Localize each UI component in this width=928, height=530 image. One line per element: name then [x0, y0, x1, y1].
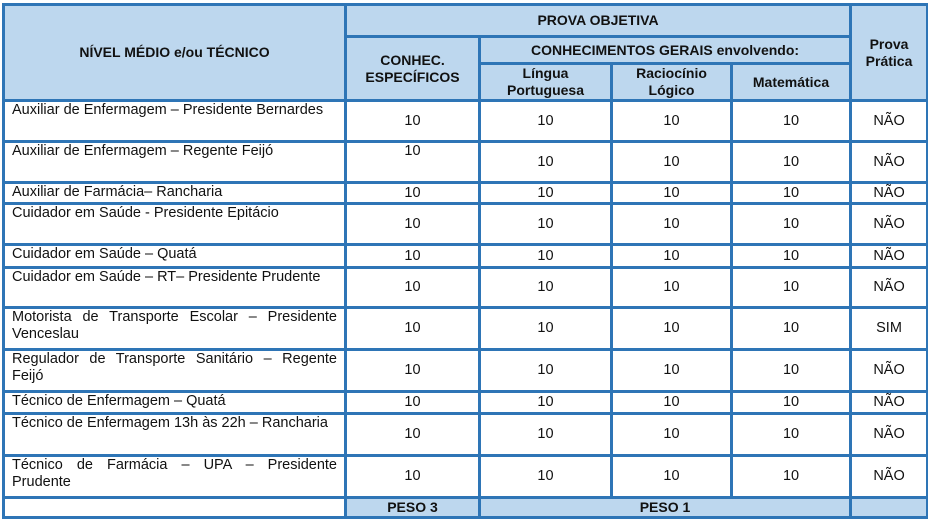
lp-cell: 10 [480, 142, 612, 183]
peso-especificos: PESO 3 [346, 498, 480, 518]
cargo-cell: Auxiliar de Farmácia– Rancharia [4, 183, 346, 204]
rl-cell: 10 [612, 101, 732, 142]
cargo-cell: Técnico de Enfermagem 13h às 22h – Rancharia [4, 414, 346, 456]
header-matematica: Matemática [732, 64, 851, 101]
table-row [4, 456, 928, 498]
rl-cell: 10 [612, 245, 732, 268]
ce-cell: 10 [346, 392, 480, 414]
header-conhecimentos-gerais: CONHECIMENTOS GERAIS envolvendo: [480, 37, 851, 64]
mat-cell: 10 [732, 268, 851, 308]
table-row [4, 308, 928, 350]
mat-cell: 10 [732, 245, 851, 268]
rl-cell: 10 [612, 456, 732, 498]
mat-cell: 10 [732, 101, 851, 142]
lp-cell: 10 [480, 183, 612, 204]
cargo-cell: Cuidador em Saúde – Quatá [4, 245, 346, 268]
ce-cell: 10 [346, 183, 480, 204]
weights-row [4, 498, 928, 518]
mat-cell: 10 [732, 308, 851, 350]
ce-cell: 10 [346, 101, 480, 142]
table-row [4, 101, 928, 142]
pratica-cell: NÃO [851, 392, 928, 414]
ce-cell: 10 [346, 350, 480, 392]
cargo-cell: Cuidador em Saúde – RT– Presidente Prudente [4, 268, 346, 308]
lp-cell: 10 [480, 414, 612, 456]
header-nivel: NÍVEL MÉDIO e/ou TÉCNICO [4, 5, 346, 101]
rl-cell: 10 [612, 350, 732, 392]
table-row [4, 268, 928, 308]
ce-cell: 10 [346, 268, 480, 308]
rl-cell: 10 [612, 414, 732, 456]
table-row [4, 245, 928, 268]
rl-cell: 10 [612, 142, 732, 183]
mat-cell: 10 [732, 414, 851, 456]
lp-cell: 10 [480, 308, 612, 350]
pratica-cell: NÃO [851, 101, 928, 142]
rl-cell: 10 [612, 268, 732, 308]
ce-cell: 10 [346, 142, 480, 183]
lp-cell: 10 [480, 268, 612, 308]
rl-cell: 10 [612, 183, 732, 204]
header-conhec-especificos: CONHEC. ESPECÍFICOS [346, 37, 480, 101]
pratica-cell: NÃO [851, 350, 928, 392]
pratica-cell: NÃO [851, 414, 928, 456]
mat-cell: 10 [732, 204, 851, 245]
lp-cell: 10 [480, 392, 612, 414]
lp-cell: 10 [480, 101, 612, 142]
table-row [4, 183, 928, 204]
table-row [4, 392, 928, 414]
table-row [4, 204, 928, 245]
header-prova-objetiva: PROVA OBJETIVA [346, 5, 851, 37]
header-lingua-portuguesa: Língua Portuguesa [480, 64, 612, 101]
ce-cell: 10 [346, 245, 480, 268]
ce-cell: 10 [346, 456, 480, 498]
pratica-cell: NÃO [851, 268, 928, 308]
pratica-cell: SIM [851, 308, 928, 350]
table-row [4, 414, 928, 456]
exam-structure-table [2, 3, 928, 519]
mat-cell: 10 [732, 392, 851, 414]
cargo-cell: Auxiliar de Enfermagem – Regente Feijó [4, 142, 346, 183]
lp-cell: 10 [480, 245, 612, 268]
mat-cell: 10 [732, 350, 851, 392]
ce-cell: 10 [346, 204, 480, 245]
table-row [4, 142, 928, 183]
lp-cell: 10 [480, 204, 612, 245]
pratica-cell: NÃO [851, 456, 928, 498]
rl-cell: 10 [612, 308, 732, 350]
pratica-cell: NÃO [851, 204, 928, 245]
table-row [4, 350, 928, 392]
lp-cell: 10 [480, 350, 612, 392]
mat-cell: 10 [732, 142, 851, 183]
cargo-cell: Regulador de Transporte Sanitário – Regente Feijó [4, 350, 346, 392]
pratica-cell: NÃO [851, 183, 928, 204]
cargo-cell: Motorista de Transporte Escolar – Presidente Venceslau [4, 308, 346, 350]
rl-cell: 10 [612, 392, 732, 414]
header-raciocinio-logico: Raciocínio Lógico [612, 64, 732, 101]
rl-cell: 10 [612, 204, 732, 245]
lp-cell: 10 [480, 456, 612, 498]
cargo-cell: Auxiliar de Enfermagem – Presidente Bernardes [4, 101, 346, 142]
mat-cell: 10 [732, 183, 851, 204]
pratica-cell: NÃO [851, 245, 928, 268]
peso-gerais: PESO 1 [480, 498, 851, 518]
pratica-cell: NÃO [851, 142, 928, 183]
ce-cell: 10 [346, 414, 480, 456]
empty-header-cell [851, 498, 928, 518]
cargo-cell: Técnico de Enfermagem – Quatá [4, 392, 346, 414]
empty-cell [4, 498, 346, 518]
header-prova-pratica: Prova Prática [851, 5, 928, 101]
cargo-cell: Técnico de Farmácia – UPA – Presidente Prudente [4, 456, 346, 498]
cargo-cell: Cuidador em Saúde - Presidente Epitácio [4, 204, 346, 245]
ce-cell: 10 [346, 308, 480, 350]
mat-cell: 10 [732, 456, 851, 498]
